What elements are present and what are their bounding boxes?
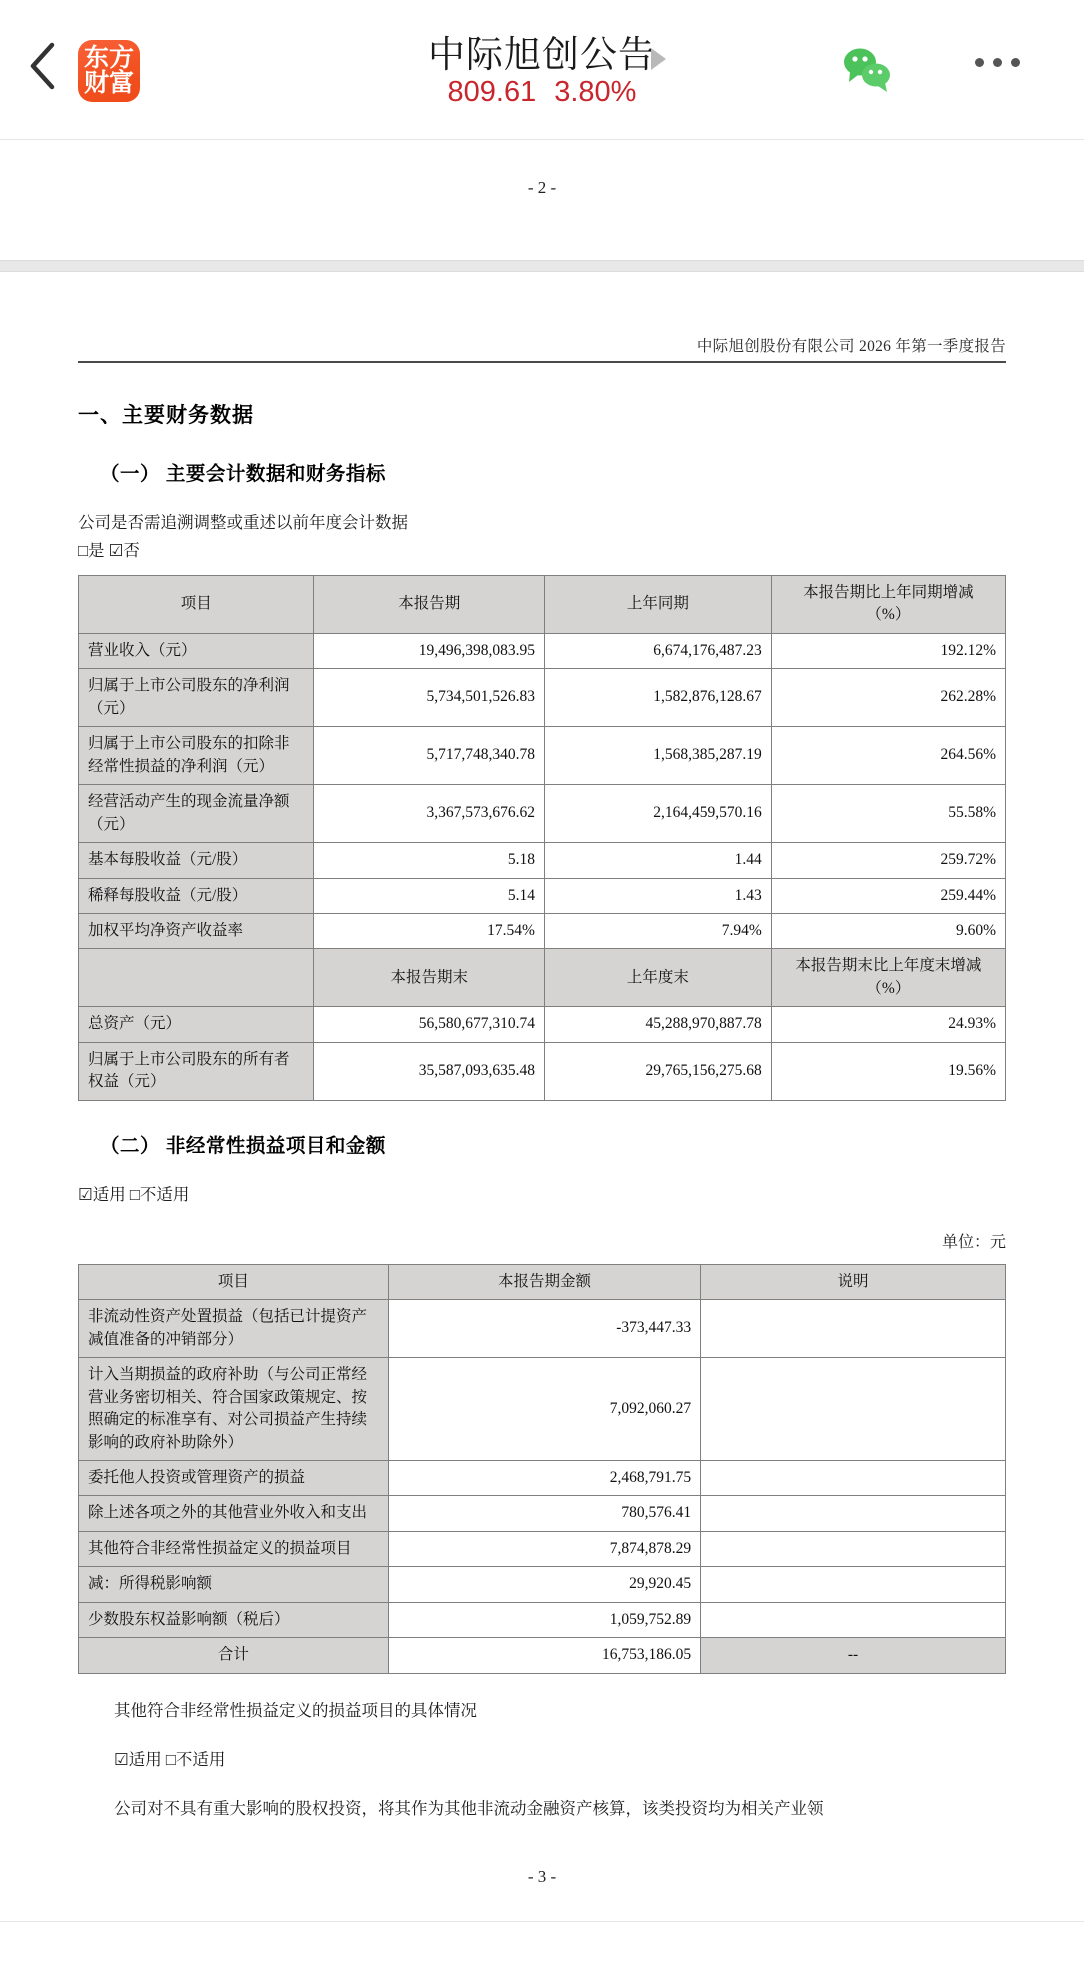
logo-text-line2: 财富 — [83, 69, 134, 97]
col-header-change-line2: （%） — [866, 606, 911, 624]
row-label: 加权平均净资产收益率 — [79, 914, 314, 949]
more-options-button[interactable] — [975, 58, 1020, 67]
table-row — [79, 785, 1006, 843]
table-row — [79, 1531, 1006, 1566]
total-amount: 16,753,186.05 — [388, 1638, 700, 1673]
more-dots-icon — [975, 58, 984, 67]
note-heading: 其他符合非经常性损益定义的损益项目的具体情况 — [114, 1700, 477, 1720]
bottom-bar — [0, 1921, 1084, 1973]
table-total-row — [79, 1638, 1006, 1673]
row-change: 19.56% — [771, 1042, 1005, 1100]
more-dots-icon — [993, 58, 1002, 67]
logo-text-line1: 东方 — [83, 43, 134, 72]
row-current: 19,496,398,083.95 — [314, 633, 545, 668]
col-header-change — [771, 575, 1005, 633]
row-current: 35,587,093,635.48 — [314, 1042, 545, 1100]
table-row — [79, 1358, 1006, 1461]
play-triangle-icon[interactable] — [651, 48, 666, 70]
row-label: 归属于上市公司股东的所有者权益（元） — [79, 1042, 314, 1100]
table-row — [79, 1567, 1006, 1602]
row-current: 5.18 — [314, 843, 545, 878]
row-label: 委托他人投资或管理资产的损益 — [79, 1461, 389, 1496]
table-row — [79, 669, 1006, 727]
row-label: 非流动性资产处置损益（包括已计提资产减值准备的冲销部分） — [79, 1300, 389, 1358]
table-subheader-row — [79, 949, 1006, 1007]
table-row — [79, 1602, 1006, 1637]
total-note: -- — [701, 1638, 1006, 1673]
col-header-change-line1: 本报告期比上年同期增减 — [803, 583, 974, 601]
row-amount: -373,447.33 — [388, 1300, 700, 1358]
row-prior: 29,765,156,275.68 — [544, 1042, 771, 1100]
unit-label: 单位：元 — [941, 1233, 1006, 1251]
nonrecurring-items-table — [78, 1264, 1006, 1674]
row-label: 基本每股收益（元/股） — [79, 843, 314, 878]
col-header-prior-year-end: 上年度末 — [544, 949, 771, 1007]
row-current: 5.14 — [314, 878, 545, 913]
row-amount: 1,059,752.89 — [388, 1602, 700, 1637]
col-header-current-period: 本报告期 — [314, 575, 545, 633]
main-financial-table — [78, 575, 1006, 1101]
row-change: 24.93% — [771, 1007, 1005, 1042]
col-header-current-period-end: 本报告期末 — [314, 949, 545, 1007]
table-row — [79, 878, 1006, 913]
row-prior: 1,568,385,287.19 — [544, 727, 771, 785]
stock-quote[interactable] — [0, 76, 1084, 109]
col-header-item: 项目 — [79, 575, 314, 633]
col-header-change-end-line1: 本报告期末比上年度末增减 — [795, 957, 982, 975]
wechat-share-button[interactable] — [840, 44, 896, 94]
row-change: 55.58% — [771, 785, 1005, 843]
table-row — [79, 1007, 1006, 1042]
row-change: 259.44% — [771, 878, 1005, 913]
col-header-change-end — [771, 949, 1005, 1007]
row-label: 计入当期损益的政府补助（与公司正常经营业务密切相关、符合国家政策规定、按照确定的标准享有、对公司损益产生持续影响的政府补助除外） — [79, 1358, 389, 1461]
row-label: 稀释每股收益（元/股） — [79, 878, 314, 913]
section-heading-1-2: （二） 非经常性损益项目和金额 — [100, 1134, 386, 1157]
wechat-icon — [840, 44, 896, 94]
row-amount: 7,874,878.29 — [388, 1531, 700, 1566]
row-prior: 1,582,876,128.67 — [544, 669, 771, 727]
total-label: 合计 — [79, 1638, 389, 1673]
section-heading-1: 一、主要财务数据 — [78, 404, 254, 427]
stock-price: 809.61 — [447, 76, 537, 108]
table-row — [79, 1042, 1006, 1100]
page-number-top: - 2 - — [527, 178, 557, 197]
row-prior: 7.94% — [544, 914, 771, 949]
row-prior: 1.44 — [544, 843, 771, 878]
row-note — [701, 1300, 1006, 1358]
row-prior: 6,674,176,487.23 — [544, 633, 771, 668]
row-note — [701, 1358, 1006, 1461]
page-title: 中际旭创公告 — [428, 34, 656, 75]
app-navbar — [0, 0, 1084, 140]
note-body-text: 公司对不具有重大影响的股权投资，将其作为其他非流动金融资产核算，该类投资均为相关产业领 — [114, 1798, 824, 1818]
row-current: 5,717,748,340.78 — [314, 727, 545, 785]
row-note — [701, 1531, 1006, 1566]
table-row — [79, 914, 1006, 949]
row-amount: 7,092,060.27 — [388, 1358, 700, 1461]
row-prior: 45,288,970,887.78 — [544, 1007, 771, 1042]
row-amount: 780,576.41 — [388, 1496, 700, 1531]
row-label: 除上述各项之外的其他营业外收入和支出 — [79, 1496, 389, 1531]
row-current: 17.54% — [314, 914, 545, 949]
table-row — [79, 633, 1006, 668]
row-label: 减：所得税影响额 — [79, 1567, 389, 1602]
row-current: 5,734,501,526.83 — [314, 669, 545, 727]
row-note — [701, 1496, 1006, 1531]
row-note — [701, 1567, 1006, 1602]
row-label: 经营活动产生的现金流量净额（元） — [79, 785, 314, 843]
row-current: 3,367,573,676.62 — [314, 785, 545, 843]
row-amount: 29,920.45 — [388, 1567, 700, 1602]
col-header-item: 项目 — [79, 1264, 389, 1299]
page-number-bottom: - 3 - — [527, 1866, 557, 1886]
row-change: 262.28% — [771, 669, 1005, 727]
retro-checkbox-options[interactable]: □是 ☑否 — [78, 540, 140, 560]
row-note — [701, 1461, 1006, 1496]
document-page — [0, 334, 1084, 1821]
applicable-checkbox-options[interactable]: ☑适用 □不适用 — [78, 1184, 190, 1204]
row-label: 总资产（元） — [79, 1007, 314, 1042]
row-change: 259.72% — [771, 843, 1005, 878]
row-label: 其他符合非经常性损益定义的损益项目 — [79, 1531, 389, 1566]
note-checkbox-options[interactable]: ☑适用 □不适用 — [114, 1749, 226, 1769]
row-label: 归属于上市公司股东的净利润（元） — [79, 669, 314, 727]
table-header-row — [79, 575, 1006, 633]
row-label: 少数股东权益影响额（税后） — [79, 1602, 389, 1637]
row-label: 营业收入（元） — [79, 633, 314, 668]
row-change: 264.56% — [771, 727, 1005, 785]
row-amount: 2,468,791.75 — [388, 1461, 700, 1496]
table-row — [79, 1496, 1006, 1531]
section-heading-1-1: （一） 主要会计数据和财务指标 — [100, 463, 386, 485]
table-row — [79, 843, 1006, 878]
row-change: 9.60% — [771, 914, 1005, 949]
col-header-note: 说明 — [701, 1264, 1006, 1299]
col-header-amount: 本报告期金额 — [388, 1264, 700, 1299]
table-row — [79, 727, 1006, 785]
row-prior: 2,164,459,570.16 — [544, 785, 771, 843]
page-title-block — [0, 24, 1084, 78]
table-row — [79, 1300, 1006, 1358]
document-viewer[interactable] — [0, 140, 1084, 1921]
row-change: 192.12% — [771, 633, 1005, 668]
row-note — [701, 1602, 1006, 1637]
table-header-row — [79, 1264, 1006, 1299]
retro-question-text: 公司是否需追溯调整或重述以前年度会计数据 — [78, 513, 408, 532]
row-label: 归属于上市公司股东的扣除非经常性损益的净利润（元） — [79, 727, 314, 785]
page-separator — [0, 260, 1084, 272]
col-header-prior-period: 上年同期 — [544, 575, 771, 633]
row-current: 56,580,677,310.74 — [314, 1007, 545, 1042]
running-header: 中际旭创股份有限公司 2026 年第一季度报告 — [78, 334, 1006, 363]
table-row — [79, 1461, 1006, 1496]
stock-change-percent: 3.80% — [554, 76, 637, 108]
col-header-change-end-line2: （%） — [866, 979, 911, 997]
row-prior: 1.43 — [544, 878, 771, 913]
more-dots-icon — [1011, 58, 1020, 67]
col-header-blank — [79, 949, 314, 1007]
